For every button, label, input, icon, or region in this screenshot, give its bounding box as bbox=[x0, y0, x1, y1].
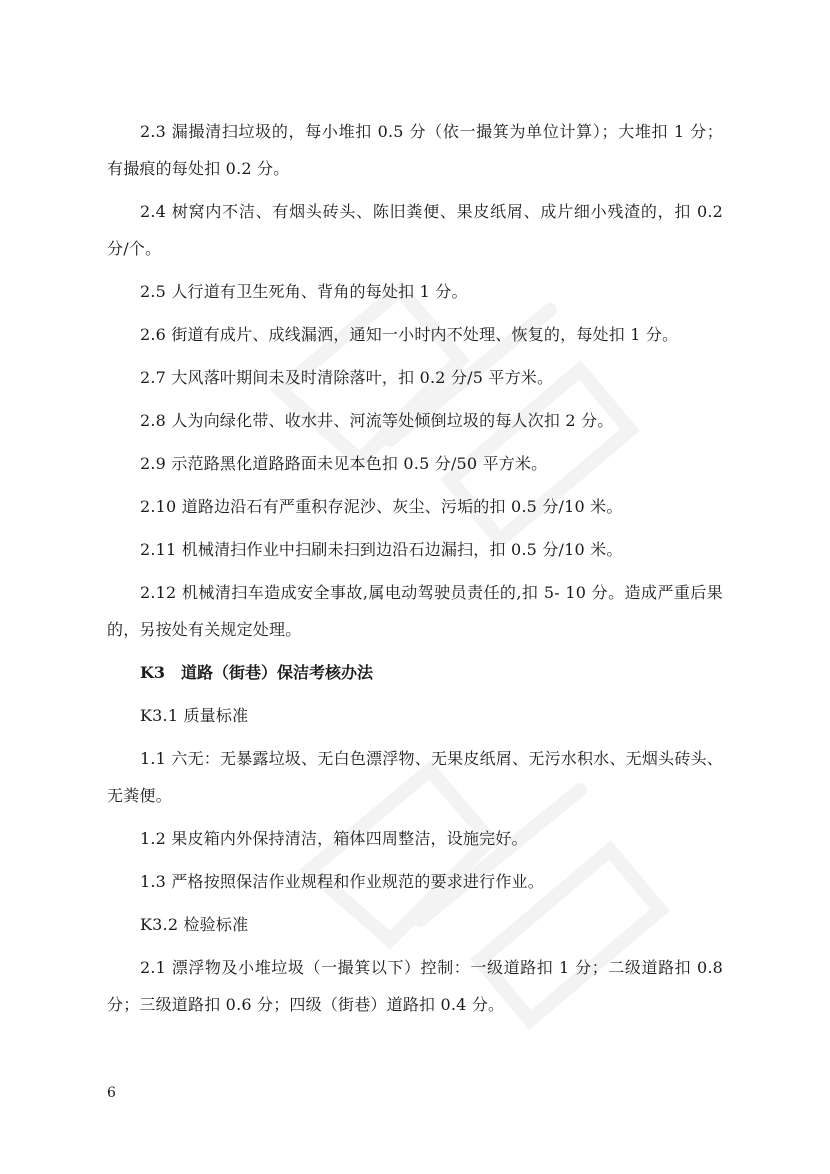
paragraph: 2.4 树窝内不洁、有烟头砖头、陈旧粪便、果皮纸屑、成片细小残渣的，扣 0.2 分/个。 bbox=[107, 202, 723, 258]
paragraph: 2.12 机械清扫车造成安全事故,属电动驾驶员责任的,扣 5- 10 分。造成严重后果的，另按处有关规定处理。 bbox=[107, 583, 723, 639]
paragraph: 1.1 六无：无暴露垃圾、无白色漂浮物、无果皮纸屑、无污水积水、无烟头砖头、无粪便。 bbox=[107, 749, 723, 805]
paragraph: 2.8 人为向绿化带、收水井、河流等处倾倒垃圾的每人次扣 2 分。 bbox=[140, 411, 614, 430]
paragraph: 2.6 街道有成片、成线漏洒，通知一小时内不处理、恢复的，每处扣 1 分。 bbox=[140, 325, 679, 344]
page-number: 6 bbox=[107, 1085, 116, 1101]
paragraph: 2.11 机械清扫作业中扫刷未扫到边沿石边漏扫，扣 0.5 分/10 米。 bbox=[140, 540, 623, 559]
subsection-title: K3.1 质量标准 bbox=[140, 706, 249, 725]
paragraph: 2.3 漏撮清扫垃圾的，每小堆扣 0.5 分（依一撮箕为单位计算）；大堆扣 1 分；有撮痕的每处扣 0.2 分。 bbox=[107, 122, 723, 178]
paragraph: 2.5 人行道有卫生死角、背角的每处扣 1 分。 bbox=[140, 282, 468, 301]
subsection-title: K3.2 检验标准 bbox=[140, 915, 249, 934]
document-body bbox=[107, 113, 723, 1029]
paragraph: 1.2 果皮箱内外保持清洁，箱体四周整洁，设施完好。 bbox=[140, 829, 528, 848]
paragraph: 2.7 大风落叶期间未及时清除落叶，扣 0.2 分/5 平方米。 bbox=[140, 368, 554, 387]
paragraph: 2.10 道路边沿石有严重积存泥沙、灰尘、污垢的扣 0.5 分/10 米。 bbox=[140, 497, 623, 516]
paragraph: 2.9 示范路黑化道路路面未见本色扣 0.5 分/50 平方米。 bbox=[140, 454, 548, 473]
paragraph: 1.3 严格按照保洁作业规程和作业规范的要求进行作业。 bbox=[140, 872, 544, 891]
paragraph: 2.1 漂浮物及小堆垃圾（一撮箕以下）控制：一级道路扣 1 分；二级道路扣 0.8 分；三级道路扣 0.6 分；四级（街巷）道路扣 0.4 分。 bbox=[107, 958, 723, 1014]
section-heading: K3 道路（街巷）保洁考核办法 bbox=[140, 663, 374, 682]
